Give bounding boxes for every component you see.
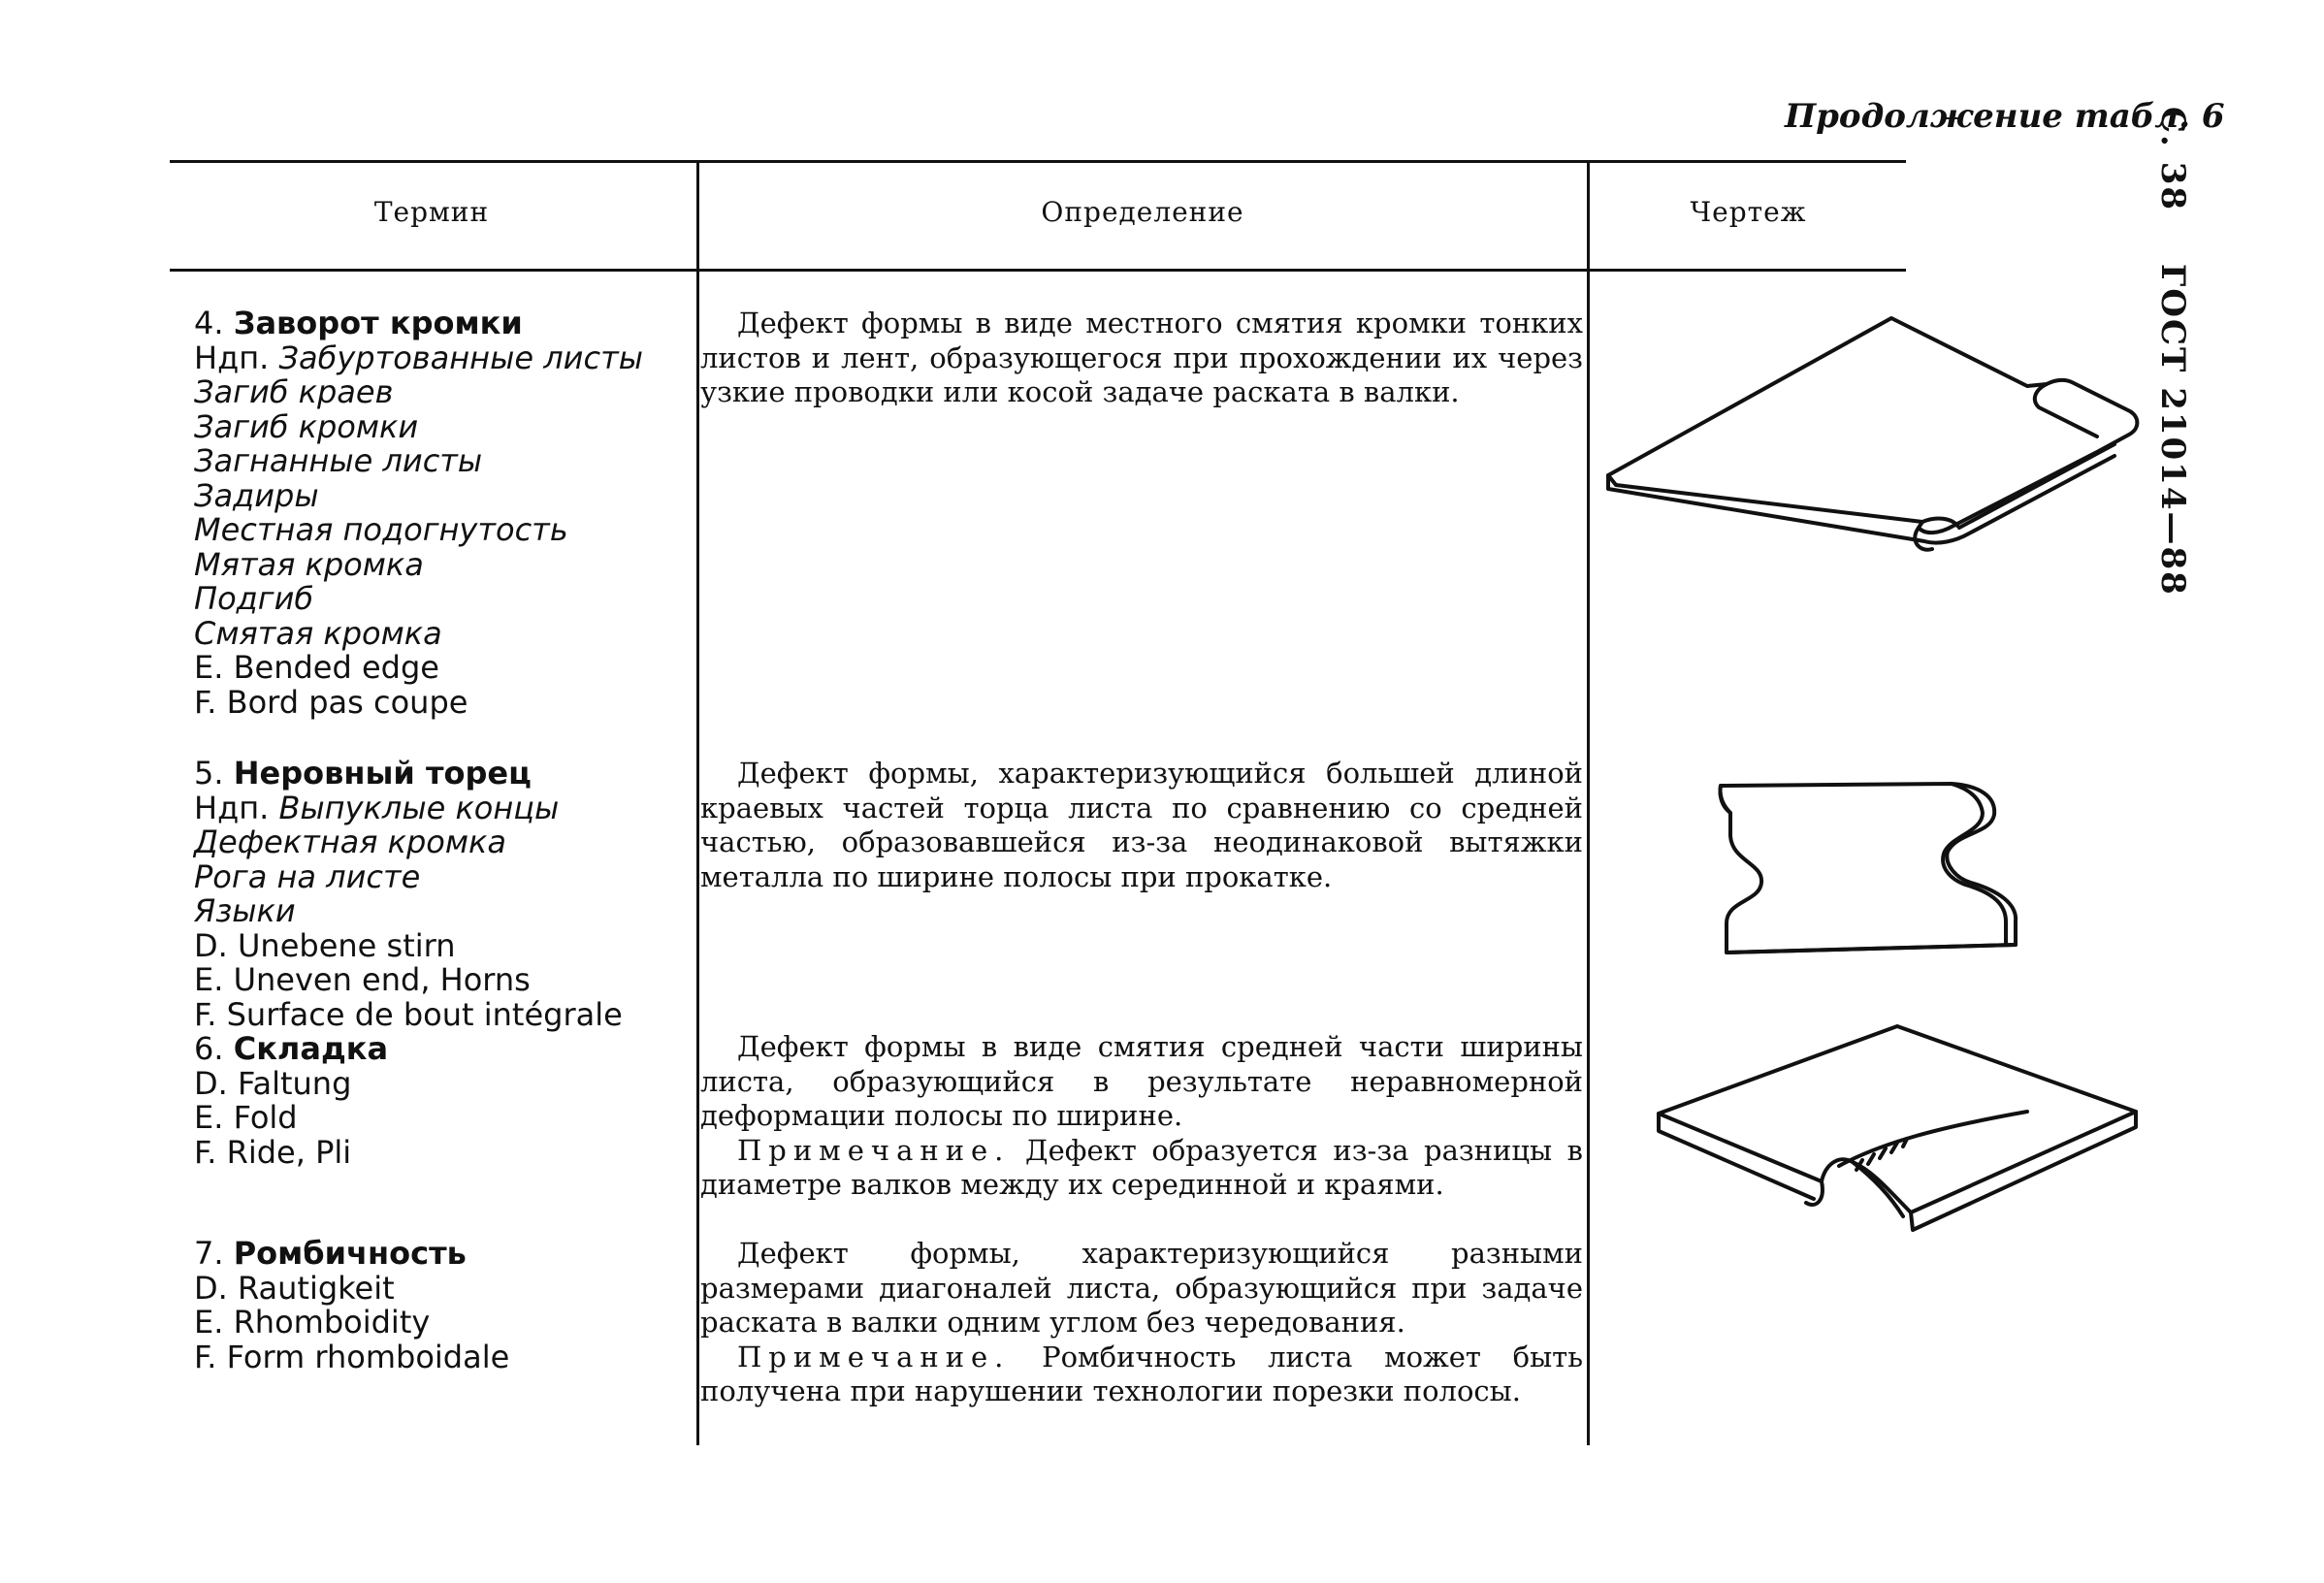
note (700, 1134, 1583, 1203)
sheet-thickness-left (1720, 786, 1730, 813)
header-term: Термин (373, 196, 490, 228)
foreign-term: E. Uneven end, Horns (194, 961, 531, 998)
term-number: 7. (194, 1235, 224, 1272)
sheet-thickness-right (1943, 784, 2006, 943)
sheet-left-edge (1659, 1114, 1814, 1199)
term-title: Заворот кромки (233, 305, 523, 341)
sheet-bottom-edge (1727, 945, 2016, 953)
term-number: 4. (194, 305, 224, 341)
column-divider-2 (1587, 163, 1590, 1445)
foreign-term: F. Form rhomboidale (194, 1338, 510, 1375)
foreign-term: D. Rautigkeit (194, 1269, 395, 1307)
definition-text: Дефект формы в виде местного смятия кромки тонких листов и лент, образующегося при прохождении их через узкие проводки или косой задаче раската в валки. (700, 307, 1583, 408)
definition-cell-7 (700, 1237, 1583, 1409)
foreign-term: F. Bord pas coupe (194, 683, 468, 721)
fold-crease-2 (1853, 1162, 1903, 1216)
synonym: Выпуклые концы (278, 789, 560, 826)
synonym: Рога на листе (194, 857, 421, 895)
column-divider-1 (696, 163, 699, 1445)
note-text: Дефект образуется из-за разницы в диаметре валков между их серединной и краями. (700, 1133, 1583, 1201)
definition-cell-4 (700, 307, 1583, 410)
table-caption: Продолжение табл. 6 (1785, 97, 2225, 136)
note (700, 1341, 1583, 1409)
fold-drawing (1649, 1018, 2153, 1251)
synonym: Задиры (194, 476, 319, 514)
header-definition: Определение (1041, 196, 1244, 228)
synonym: Загиб кромки (194, 407, 419, 445)
page-number: С. 38 (2153, 107, 2192, 212)
curl-line-3 (1959, 444, 2114, 528)
definition-text: Дефект формы, характеризующийся разными размерами диагоналей листа, образующийся при задаче раската в валки одним углом без чередования. (700, 1237, 1583, 1339)
term-number: 6. (194, 1030, 224, 1067)
synonym: Подгиб (194, 580, 314, 617)
foreign-term: D. Faltung (194, 1064, 352, 1102)
synonym: Дефектная кромка (194, 824, 506, 860)
table-header-rule (170, 269, 1906, 272)
fold-crease (1806, 1181, 1823, 1205)
synonym: Смятая кромка (194, 614, 442, 652)
header-drawing: Чертеж (1690, 196, 1807, 228)
foreign-term: D. Unebene stirn (194, 926, 456, 964)
definition-text: Дефект формы, характеризующийся большей длиной краевых частей торца листа по сравнению со средней частью, образовавшейся из-за неодинаковой вытяжки металла по ширине полосы при прокатке. (700, 757, 1583, 893)
fold-ridge (1839, 1112, 2027, 1166)
standard-number: ГОСТ 21014—88 (2153, 263, 2192, 597)
sheet-front-edge (1608, 456, 2114, 543)
bended-edge-drawing (1591, 310, 2153, 582)
ndp-label: Ндп. (194, 339, 270, 376)
synonym: Языки (194, 892, 296, 929)
synonym: Мятая кромка (194, 545, 424, 583)
ndp-label: Ндп. (194, 789, 270, 826)
sheet-outline (1720, 784, 2016, 953)
term-cell-4 (194, 307, 643, 720)
term-number: 5. (194, 755, 224, 792)
foreign-term: E. Bended edge (194, 649, 439, 686)
synonym: Загнанные листы (194, 442, 483, 479)
note-label: Примечание. (737, 1340, 1011, 1373)
term-cell-5 (194, 757, 623, 1170)
synonym: Забуртованные листы (278, 339, 643, 376)
note-text: Ромбичность листа может быть получена при нарушении технологии порезки полосы. (700, 1340, 1584, 1407)
table-top-rule (170, 160, 1906, 163)
term-title: Неровный торец (233, 755, 532, 792)
page-side-header (2153, 107, 2192, 635)
term-title: Ромбичность (233, 1235, 467, 1272)
foreign-term: E. Rhomboidity (194, 1304, 431, 1341)
term-title: Складка (233, 1030, 389, 1067)
definition-cell-5 (700, 757, 1583, 894)
sheet-top-surface (1659, 1026, 2136, 1212)
foreign-term: F. Surface de bout intégrale (194, 995, 623, 1033)
note-label: Примечание. (737, 1133, 1011, 1167)
definition-text: Дефект формы в виде смятия средней части ширины листа, образующийся в результате неравномерной деформации полосы по ширине. (700, 1030, 1583, 1132)
foreign-term: F. Ride, Pli (194, 1133, 352, 1171)
term-cell-7 (194, 1237, 509, 1374)
synonym: Местная подогнутость (194, 511, 568, 548)
uneven-end-drawing (1707, 776, 2037, 980)
synonym: Загиб краев (194, 373, 394, 410)
definition-cell-6 (700, 1030, 1583, 1203)
foreign-term: E. Fold (194, 1099, 298, 1136)
